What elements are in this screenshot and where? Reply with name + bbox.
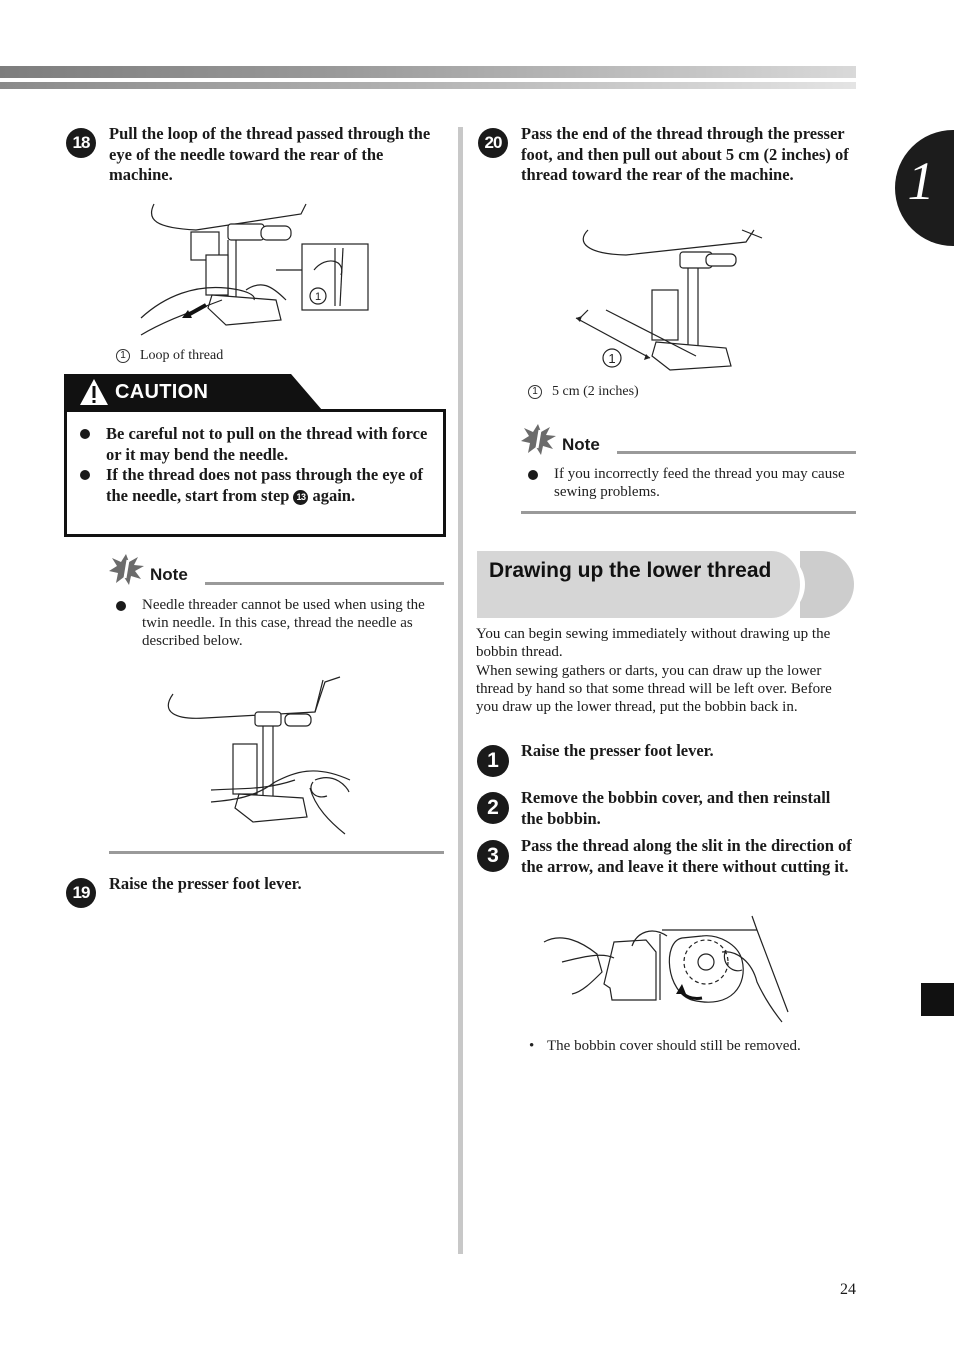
- note-item: If you incorrectly feed the thread you may cause sewing problems.: [528, 465, 848, 501]
- step-2-text: Remove the bobbin cover, and then reinstall the bobbin.: [521, 788, 831, 828]
- bullet-note: • The bobbin cover should still be removed.: [529, 1038, 801, 1054]
- step-19-text: Raise the presser foot lever.: [109, 874, 302, 893]
- note-icon: [520, 422, 558, 456]
- caution-item: If the thread does not pass through the eye of the needle, start from step 13 again.: [80, 465, 430, 506]
- callout-number: 1: [116, 349, 130, 363]
- section-intro-1: You can begin sewing immediately without drawing up the bobbin thread.: [476, 626, 831, 661]
- loop-callout-number: 1: [314, 291, 322, 303]
- step-ref-badge: 13: [293, 490, 308, 505]
- note-bottom-rule: [521, 511, 856, 514]
- column-divider: [458, 127, 463, 1254]
- note-title: Note: [562, 435, 600, 454]
- step-number-badge: 20: [478, 128, 508, 158]
- caution-item: Be careful not to pull on the thread with force or it may bend the needle.: [80, 424, 430, 465]
- figure-label: [528, 383, 639, 401]
- step-number-badge: 1: [477, 745, 509, 777]
- note-bottom-rule: [109, 851, 444, 854]
- bullet-icon: [80, 429, 90, 439]
- step-3-text: Pass the thread along the slit in the direction of the arrow, and leave it there without cutting it.: [521, 836, 852, 876]
- caution-list: [80, 424, 430, 506]
- header-bar-thin: [0, 82, 856, 89]
- figure-label: [116, 347, 223, 365]
- header-bar: [0, 66, 856, 78]
- loop-of-thread-illustration: [136, 200, 376, 345]
- section-title: Drawing up the lower thread: [489, 559, 772, 582]
- note-item: Needle threader cannot be used when using the twin needle. In this case, thread the needle as described below.: [116, 596, 446, 651]
- figure-label-text: 5 cm (2 inches): [552, 384, 639, 399]
- step-number-badge: 18: [66, 128, 96, 158]
- bullet-icon: [528, 470, 538, 480]
- step-number-badge: 19: [66, 878, 96, 908]
- section-intro-2: When sewing gathers or darts, you can draw up the lower thread by hand so that some thread will be left over. Before you draw up the lower thread, put the bobbin back in.: [476, 663, 832, 716]
- bobbin-illustration: [542, 912, 792, 1027]
- side-index-tab: [921, 983, 954, 1016]
- note-title: Note: [150, 565, 188, 584]
- figure-label-text: Loop of thread: [140, 348, 224, 363]
- step-18-text: Pull the loop of the thread passed through the eye of the needle toward the rear of the machine.: [109, 124, 431, 184]
- step-number-badge: 2: [477, 792, 509, 824]
- chapter-number: 1: [907, 151, 935, 211]
- warning-icon: [78, 377, 110, 407]
- twin-needle-illustration: [155, 672, 355, 837]
- step-20-text: Pass the end of the thread through the presser foot, and then pull out about 5 cm (2 inches) of thread toward the rear of the machine.: [521, 124, 849, 184]
- bullet-icon: [80, 470, 90, 480]
- section-header-tab: [800, 551, 854, 618]
- note-rule: [205, 582, 444, 585]
- callout-number: 1: [528, 385, 542, 399]
- note-rule: [617, 451, 856, 454]
- small-bullet-icon: •: [529, 1038, 535, 1054]
- page-number: 24: [840, 1281, 856, 1298]
- note-icon: [108, 552, 146, 586]
- length-callout-number: 1: [608, 351, 616, 366]
- caution-title: CAUTION: [115, 381, 209, 403]
- thread-length-illustration: [566, 222, 776, 382]
- step-number-badge: 3: [477, 840, 509, 872]
- step-1-text: Raise the presser foot lever.: [521, 741, 714, 760]
- bullet-icon: [116, 601, 126, 611]
